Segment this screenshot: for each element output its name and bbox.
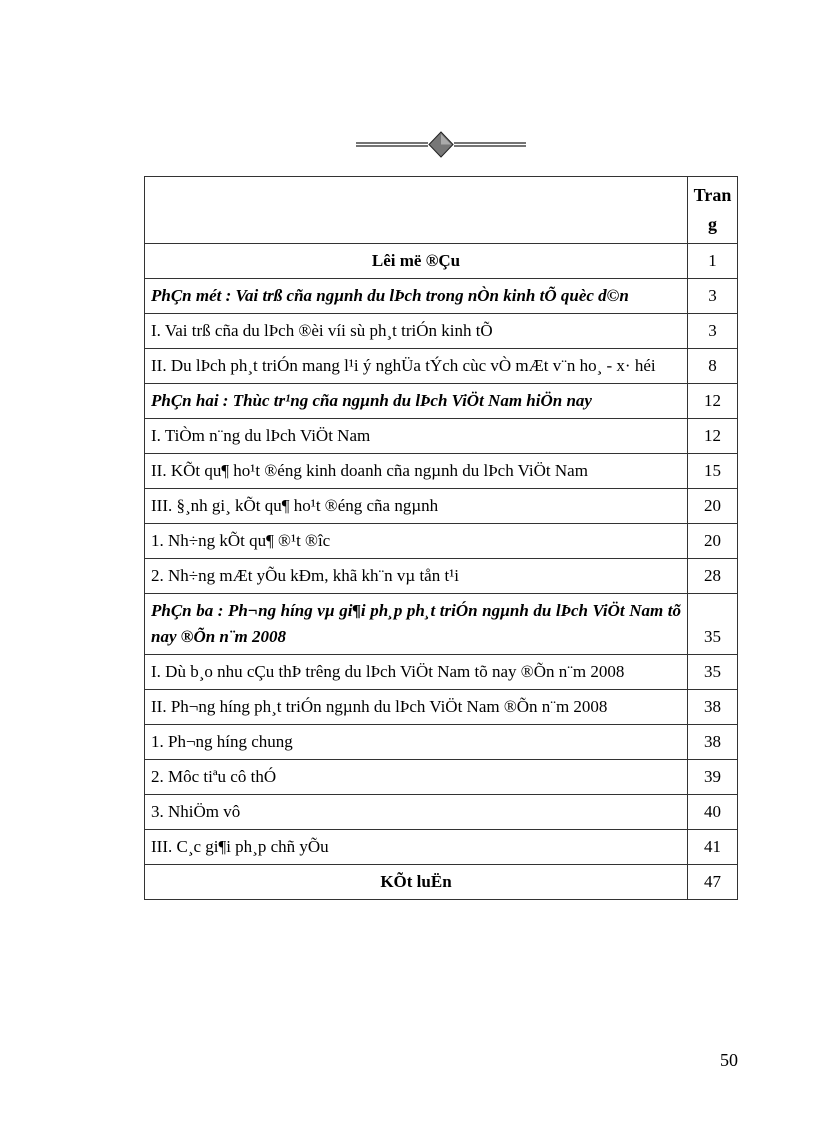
toc-row bbox=[145, 349, 738, 384]
toc-row bbox=[145, 314, 738, 349]
toc-entry-page: 15 bbox=[688, 454, 738, 489]
toc-entry-page: 35 bbox=[688, 655, 738, 690]
toc-row bbox=[145, 865, 738, 900]
toc-entry-page: 35 bbox=[688, 594, 738, 655]
toc-entry-title: PhÇn ba : Ph¬ng híng vµ gi¶i ph¸p ph¸t triÓn ngµnh du lÞch ViÖt Nam tõ nay ®Õn n¨m 2008 bbox=[145, 594, 688, 655]
toc-row bbox=[145, 594, 738, 655]
toc-entry-page: 1 bbox=[688, 244, 738, 279]
toc-row bbox=[145, 384, 738, 419]
toc-entry-title: KÕt luËn bbox=[145, 865, 688, 900]
toc-entry-page: 8 bbox=[688, 349, 738, 384]
toc-entry-page: 38 bbox=[688, 725, 738, 760]
toc-row bbox=[145, 830, 738, 865]
toc-entry-title: 2. Nh÷ng mÆt yÕu kÐm, khã kh¨n vµ tån t¹i bbox=[145, 559, 688, 594]
toc-header-title-cell bbox=[145, 177, 688, 244]
toc-entry-title: 3. NhiÖm vô bbox=[145, 795, 688, 830]
toc-entry-page: 3 bbox=[688, 314, 738, 349]
toc-row bbox=[145, 454, 738, 489]
toc-entry-page: 28 bbox=[688, 559, 738, 594]
page-number: 50 bbox=[720, 1050, 738, 1070]
toc-row bbox=[145, 419, 738, 454]
toc-row bbox=[145, 655, 738, 690]
toc-row bbox=[145, 690, 738, 725]
toc-entry-page: 20 bbox=[688, 524, 738, 559]
toc-entry-page: 3 bbox=[688, 279, 738, 314]
toc-entry-title: I. Dù b¸o nhu cÇu thÞ trêng du lÞch ViÖt Nam tõ nay ®Õn n¨m 2008 bbox=[145, 655, 688, 690]
toc-entry-title: PhÇn mét : Vai trß cña ngµnh du lÞch trong nÒn kinh tÕ quèc d©n bbox=[145, 279, 688, 314]
toc-header-row bbox=[145, 177, 738, 244]
toc-entry-title: PhÇn hai : Thùc tr¹ng cña ngµnh du lÞch ViÖt Nam hiÖn nay bbox=[145, 384, 688, 419]
toc-entry-page: 39 bbox=[688, 760, 738, 795]
toc-row bbox=[145, 795, 738, 830]
toc-row bbox=[145, 760, 738, 795]
toc-entry-page: 40 bbox=[688, 795, 738, 830]
toc-entry-page: 12 bbox=[688, 384, 738, 419]
toc-entry-title: III. §¸nh gi¸ kÕt qu¶ ho¹t ®éng cña ngµnh bbox=[145, 489, 688, 524]
diamond-divider-ornament bbox=[356, 130, 526, 160]
toc-entry-title: II. KÕt qu¶ ho¹t ®éng kinh doanh cña ngµnh du lÞch ViÖt Nam bbox=[145, 454, 688, 489]
toc-entry-page: 20 bbox=[688, 489, 738, 524]
toc-entry-title: Lêi më ®Çu bbox=[145, 244, 688, 279]
toc-entry-page: 41 bbox=[688, 830, 738, 865]
toc-entry-title: 2. Môc tiªu cô thÓ bbox=[145, 760, 688, 795]
toc-entry-title: 1. Ph¬ng híng chung bbox=[145, 725, 688, 760]
toc-entry-title: II. Du lÞch ph¸t triÓn mang l¹i ý nghÜa tÝch cùc vÒ mÆt v¨n ho¸ - x· héi bbox=[145, 349, 688, 384]
toc-entry-page: 12 bbox=[688, 419, 738, 454]
toc-entry-title: 1. Nh÷ng kÕt qu¶ ®¹t ®îc bbox=[145, 524, 688, 559]
toc-entry-title: II. Ph¬ng híng ph¸t triÓn ngµnh du lÞch ViÖt Nam ®Õn n¨m 2008 bbox=[145, 690, 688, 725]
toc-row bbox=[145, 524, 738, 559]
toc-entry-page: 38 bbox=[688, 690, 738, 725]
toc-row bbox=[145, 279, 738, 314]
toc-entry-title: I. Vai trß cña du lÞch ®èi víi sù ph¸t triÓn kinh tÕ bbox=[145, 314, 688, 349]
table-of-contents bbox=[144, 176, 738, 900]
toc-row bbox=[145, 489, 738, 524]
toc-entry-page: 47 bbox=[688, 865, 738, 900]
toc-row bbox=[145, 725, 738, 760]
toc-header-page-label: Tran g bbox=[688, 177, 738, 244]
toc-row bbox=[145, 559, 738, 594]
toc-entry-title: III. C¸c gi¶i ph¸p chñ yÕu bbox=[145, 830, 688, 865]
toc-row bbox=[145, 244, 738, 279]
toc-entry-title: I. TiÒm n¨ng du lÞch ViÖt Nam bbox=[145, 419, 688, 454]
